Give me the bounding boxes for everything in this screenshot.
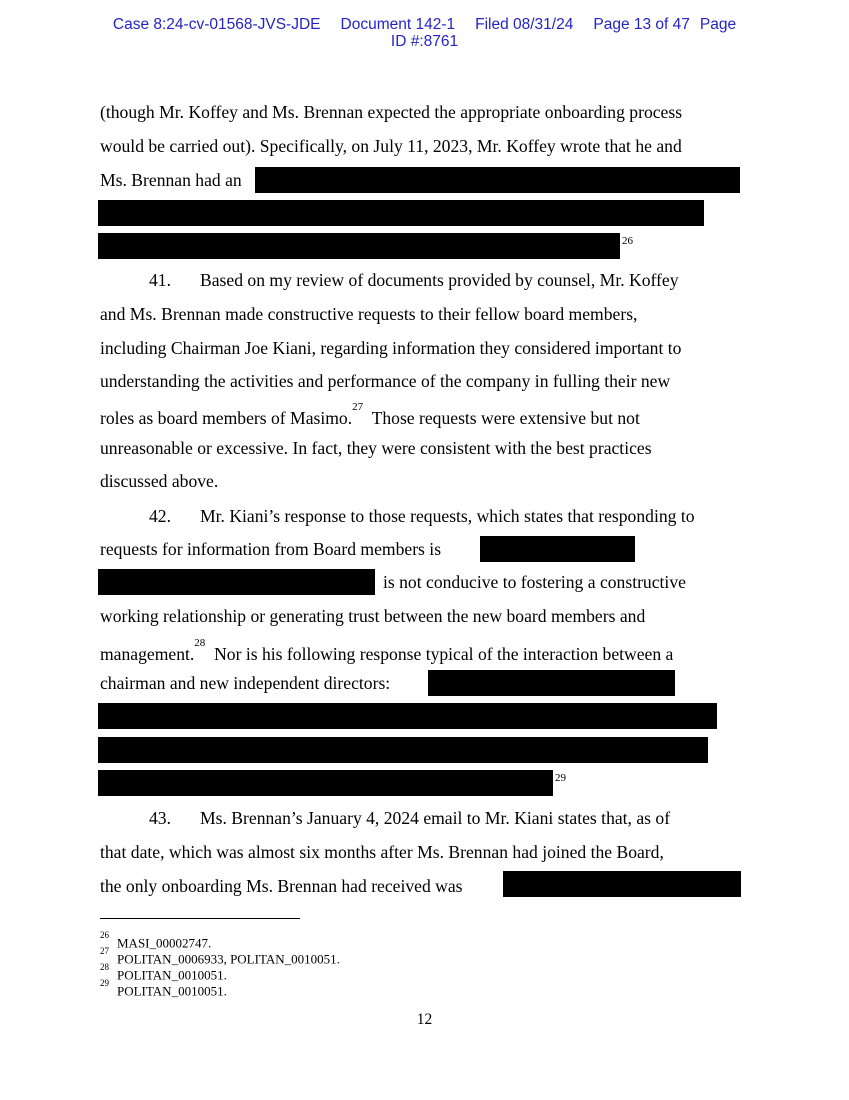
redaction-box: [428, 670, 675, 696]
footnote-29: [100, 980, 227, 998]
footnote-number: 27: [100, 946, 109, 956]
body-line: is not conducive to fostering a constructive: [383, 572, 686, 592]
footnote-ref-27: 27: [352, 401, 364, 413]
body-line: [100, 401, 640, 428]
paragraph-number: 43.: [149, 808, 171, 828]
footnote-ref-26: 26: [622, 235, 633, 247]
body-line: the only onboarding Ms. Brennan had received was: [100, 876, 463, 896]
redaction-box: [480, 536, 635, 562]
body-line: would be carried out). Specifically, on July 11, 2023, Mr. Koffey wrote that he and: [100, 136, 682, 156]
body-line: unreasonable or excessive. In fact, they were consistent with the best practices: [100, 438, 652, 458]
redaction-box: [98, 569, 375, 595]
footnote-text: POLITAN_0006933, POLITAN_0010051.: [117, 951, 340, 967]
body-line: discussed above.: [100, 471, 219, 491]
redaction-box: [503, 871, 741, 897]
footnote-ref-29: 29: [555, 772, 566, 784]
body-line: that date, which was almost six months after Ms. Brennan had joined the Board,: [100, 842, 664, 862]
redaction-box: [98, 703, 717, 729]
body-line: Ms. Brennan had an: [100, 170, 242, 190]
body-line: and Ms. Brennan made constructive requests to their fellow board members,: [100, 304, 638, 324]
footnote-number: 26: [100, 930, 109, 940]
redaction-box: [98, 233, 620, 259]
page-of-total: Page 13 of 47: [593, 16, 690, 33]
footnote-text: MASI_00002747.: [117, 935, 212, 951]
redaction-box: [98, 737, 708, 763]
body-text: Those requests were extensive but not: [363, 407, 640, 428]
footnote-ref-28: 28: [194, 637, 206, 649]
filing-header: [0, 16, 849, 50]
redaction-box: [98, 200, 704, 226]
document-number: Document 142-1: [340, 16, 456, 33]
page-id-prefix: Page: [699, 16, 737, 33]
paragraph-number: 42.: [149, 506, 171, 526]
body-line: working relationship or generating trust between the new board members and: [100, 606, 646, 626]
redaction-box: [255, 167, 740, 193]
body-line: including Chairman Joe Kiani, regarding information they considered important to: [100, 338, 682, 358]
body-text: roles as board members of Masimo.: [100, 407, 353, 428]
footnote-text: POLITAN_0010051.: [117, 983, 227, 999]
case-number: Case 8:24-cv-01568-JVS-JDE: [112, 16, 321, 33]
body-line: chairman and new independent directors:: [100, 673, 391, 693]
body-line: Mr. Kiani’s response to those requests, which states that responding to: [200, 506, 695, 526]
footnote-number: 29: [100, 978, 109, 988]
redaction-box: [98, 770, 553, 796]
footnote-text: POLITAN_0010051.: [117, 967, 227, 983]
paragraph-number: 41.: [149, 270, 171, 290]
page-number: 12: [416, 1011, 433, 1028]
body-line: understanding the activities and performance of the company in fulling their new: [100, 371, 671, 391]
footnote-number: 28: [100, 962, 109, 972]
footnote-divider: [100, 918, 300, 919]
filed-date: Filed 08/31/24: [475, 16, 574, 33]
body-line: [100, 637, 674, 664]
body-text: management.: [100, 643, 195, 664]
body-line: Based on my review of documents provided by counsel, Mr. Koffey: [200, 270, 679, 290]
body-text: Nor is his following response typical of the interaction between a: [205, 643, 674, 664]
body-line: (though Mr. Koffey and Ms. Brennan expected the appropriate onboarding process: [100, 102, 683, 122]
body-line: Ms. Brennan’s January 4, 2024 email to Mr. Kiani states that, as of: [200, 808, 671, 828]
page-id: ID #:8761: [390, 33, 459, 50]
body-line: requests for information from Board members is: [100, 539, 442, 559]
